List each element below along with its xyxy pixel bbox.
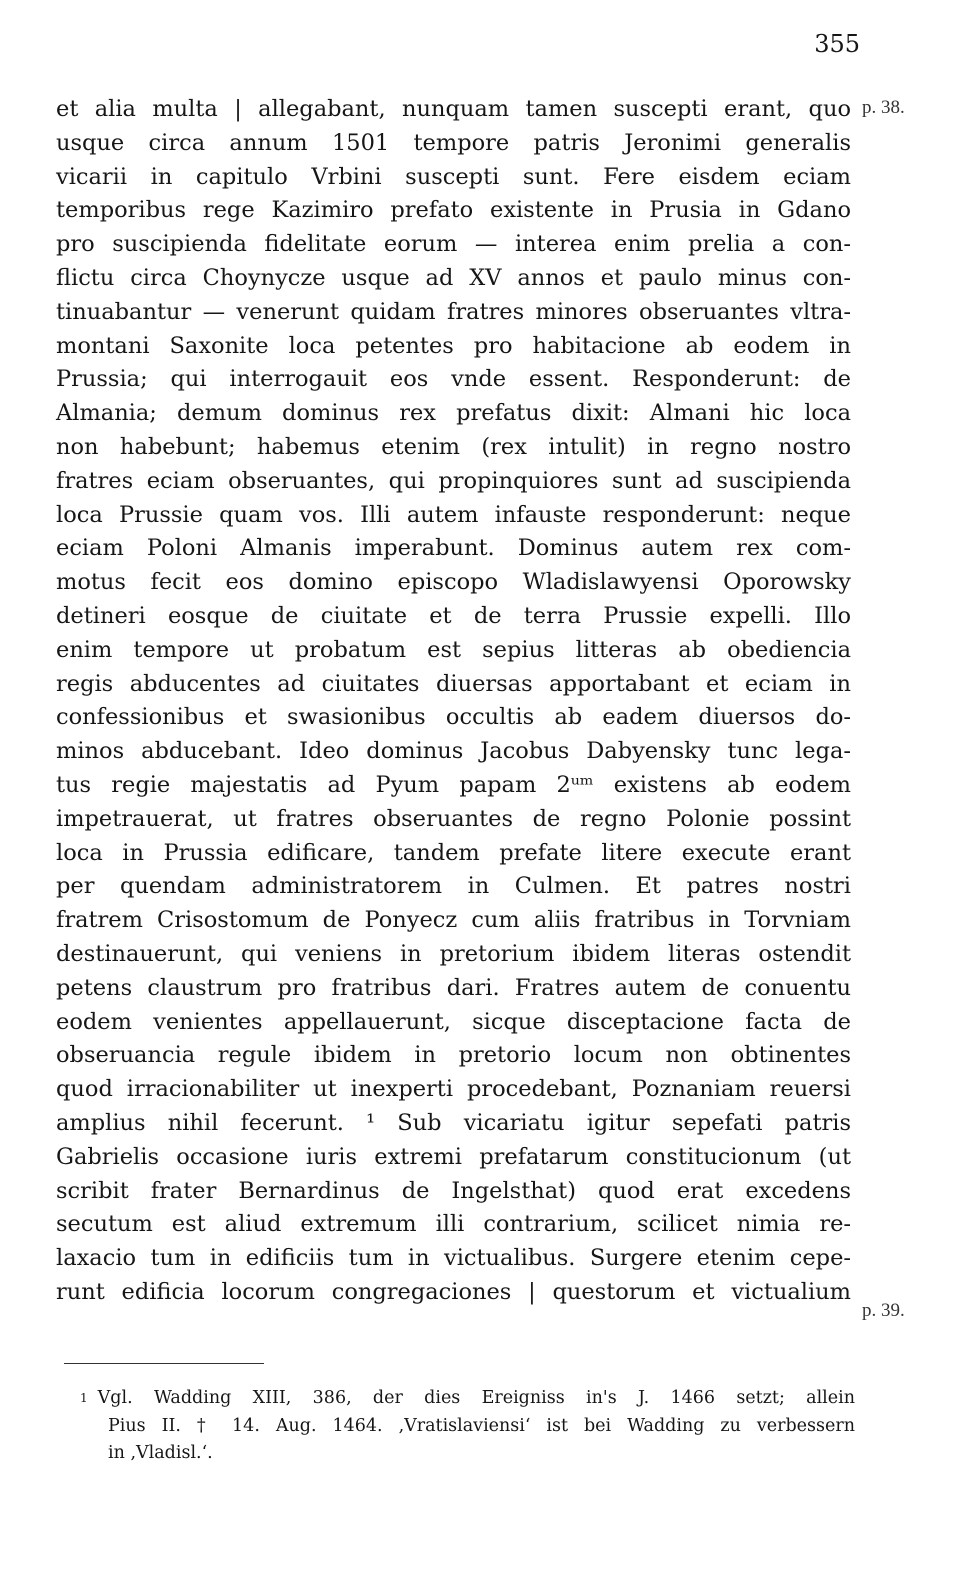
footnote-line: Pius II. † 14. Aug. 1464. ‚Vratislaviensi‘ ist bei Wadding zu verbessern	[108, 1415, 855, 1436]
text-line: quod irracionabiliter ut inexperti procedebant, Poznaniam reuersi	[56, 1076, 851, 1103]
text-line: fratrem Crisostomum de Ponyecz cum aliis fratribus in Torvniam	[56, 907, 851, 934]
text-line: et alia multa | allegabant, nunquam tamen suscepti erant, quo	[56, 96, 851, 122]
footnote-marker: 1	[80, 1391, 88, 1405]
footnote-line: in ‚Vladisl.‘.	[108, 1443, 213, 1463]
text-line: detineri eosque de ciuitate et de terra Prussie expelli. Illo	[56, 602, 851, 629]
text-line: destinauerunt, qui veniens in pretorium ibidem literas ostendit	[56, 940, 851, 967]
text-line: tus regie majestatis ad Pyum papam 2ᵘᵐ existens ab eodem	[56, 771, 851, 798]
text-line: enim tempore ut probatum est sepius litteras ab obediencia	[56, 636, 851, 663]
text-line: Prussia; qui interrogauit eos vnde essent. Responderunt: de	[56, 366, 851, 393]
text-line: flictu circa Choynycze usque ad XV annos et paulo minus con-	[56, 264, 851, 291]
text-line: secutum est aliud extremum illi contrarium, scilicet nimia re-	[56, 1211, 851, 1238]
text-line: loca Prussie quam vos. Illi autem infauste responderunt: neque	[56, 501, 851, 528]
main-text-block	[56, 93, 851, 1310]
margin-page-reference: p. 39.	[862, 1300, 905, 1321]
text-line: vicarii in capitulo Vrbini suscepti sunt. Fere eisdem eciam	[56, 163, 851, 190]
text-line: eodem venientes appellauerunt, sicque disceptacione facta de	[56, 1008, 851, 1035]
text-line: temporibus rege Kazimiro prefato existente in Prusia in Gdano	[56, 197, 851, 224]
text-line: impetrauerat, ut fratres obseruantes de regno Polonie possint	[56, 805, 851, 832]
footnote-divider	[64, 1363, 264, 1364]
text-line: pro suscipienda fidelitate eorum — interea enim prelia a con-	[56, 231, 851, 258]
text-line: montani Saxonite loca petentes pro habitacione ab eodem in	[56, 332, 851, 359]
footnote-text: Vgl. Wadding XIII, 386, der dies Ereigniss in's J. 1466 setzt; allein	[97, 1388, 855, 1408]
text-line: motus fecit eos domino episcopo Wladislawyensi Oporowsky	[56, 569, 851, 596]
text-line: laxacio tum in edificiis tum in victualibus. Surgere etenim cepe-	[56, 1245, 851, 1272]
text-line: regis abducentes ad ciuitates diuersas apportabant et eciam in	[56, 670, 851, 697]
text-line: eciam Poloni Almanis imperabunt. Dominus autem rex com-	[56, 535, 851, 562]
text-line: confessionibus et swasionibus occultis ab eadem diuersos do-	[56, 704, 851, 731]
text-line: fratres eciam obseruantes, qui propinquiores sunt ad suscipienda	[56, 467, 851, 494]
footnote	[80, 1385, 855, 1468]
text-line: Almania; demum dominus rex prefatus dixit: Almani hic loca	[56, 400, 851, 427]
text-line: Gabrielis occasione iuris extremi prefatarum constitucionum (ut	[56, 1143, 851, 1170]
text-line: amplius nihil fecerunt. ¹ Sub vicariatu igitur sepefati patris	[56, 1109, 851, 1136]
text-line: non habebunt; habemus etenim (rex intulit) in regno nostro	[56, 433, 851, 460]
text-line: scribit frater Bernardinus de Ingelsthat) quod erat excedens	[56, 1177, 851, 1204]
margin-page-reference: p. 38.	[862, 97, 905, 118]
text-line: runt edificia locorum congregaciones | questorum et victualium	[56, 1278, 851, 1305]
text-line: petens claustrum pro fratribus dari. Fratres autem de conuentu	[56, 974, 851, 1001]
text-line: obseruancia regule ibidem in pretorio locum non obtinentes	[56, 1042, 851, 1069]
text-line: per quendam administratorem in Culmen. Et patres nostri	[56, 873, 851, 900]
text-line: tinuabantur — venerunt quidam fratres minores obseruantes vltra-	[56, 298, 851, 325]
text-line: minos abducebant. Ideo dominus Jacobus Dabyensky tunc lega-	[56, 738, 851, 765]
footnote-line	[80, 1385, 855, 1413]
text-line: usque circa annum 1501 tempore patris Jeronimi generalis	[56, 129, 851, 156]
page-number: 355	[814, 30, 860, 58]
text-line: loca in Prussia edificare, tandem prefate litere execute erant	[56, 839, 851, 866]
